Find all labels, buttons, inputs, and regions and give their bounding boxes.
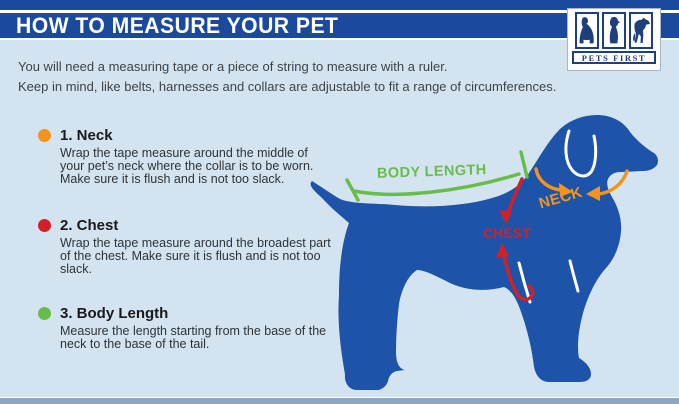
brand-logo bbox=[567, 8, 661, 71]
intro-line-2: Keep in mind, like belts, harnesses and collars are adjustable to fit a range of circumferences. bbox=[18, 78, 557, 94]
step-heading: 1. Neck bbox=[60, 127, 113, 144]
sitting-dog-icon bbox=[575, 12, 599, 49]
logo-banner bbox=[572, 51, 656, 64]
step-description: Wrap the tape measure around the middle of your pet’s neck where the collar is to be worn. Make sure it is flush and is not too slack. bbox=[60, 146, 314, 187]
step-neck bbox=[38, 127, 338, 187]
step-description: Wrap the tape measure around the broadest part of the chest. Make sure it is flush and is not too slack. bbox=[60, 236, 331, 277]
step-chest bbox=[38, 217, 338, 277]
begging-dog-icon bbox=[602, 12, 626, 49]
step-description: Measure the length starting from the base of the neck to the base of the tail. bbox=[60, 324, 327, 352]
intro-text bbox=[18, 57, 578, 96]
logo-dog-tiles bbox=[572, 12, 656, 49]
brand-name: PETS FIRST bbox=[581, 52, 647, 63]
chest-step-bullet-icon bbox=[38, 219, 51, 232]
bottom-stripe bbox=[0, 398, 679, 404]
step-heading: 3. Body Length bbox=[60, 305, 169, 322]
standing-dog-icon bbox=[629, 12, 653, 49]
dog-silhouette bbox=[311, 115, 658, 390]
chest-label: CHEST bbox=[483, 226, 532, 241]
page-title: HOW TO MEASURE YOUR PET bbox=[16, 13, 339, 38]
neck-label: NECK bbox=[537, 183, 585, 213]
intro-line-1: You will need a measuring tape or a piece of string to measure with a ruler. bbox=[18, 59, 448, 74]
step-body-length bbox=[38, 305, 338, 351]
body-length-label: BODY LENGTH bbox=[376, 162, 487, 182]
body-length-step-bullet-icon bbox=[38, 307, 51, 320]
neck-step-bullet-icon bbox=[38, 129, 51, 142]
step-heading: 2. Chest bbox=[60, 217, 119, 234]
